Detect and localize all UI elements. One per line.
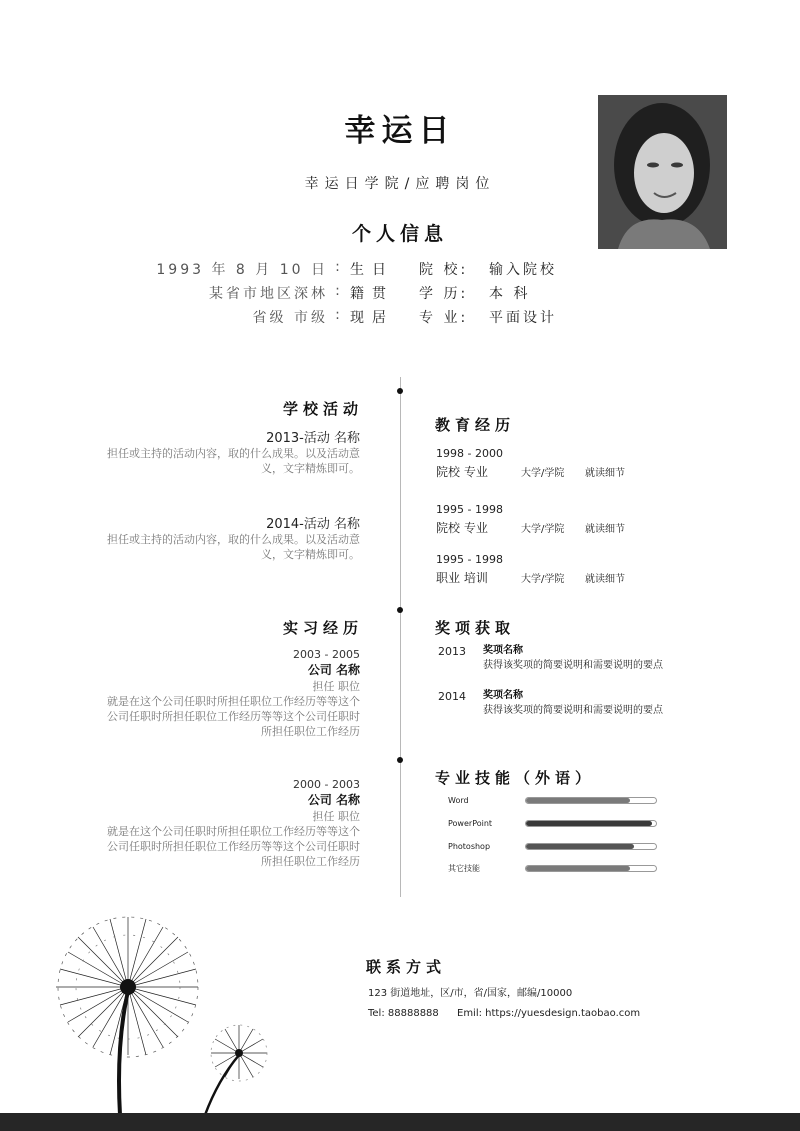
award-desc: 获得该奖项的简要说明和需要说明的要点: [483, 660, 663, 671]
separator: :: [335, 259, 343, 275]
skill-label: 其它技能: [448, 863, 480, 873]
contact-phone: Tel: 88888888: [368, 1008, 439, 1019]
degree-value: 本 科: [489, 286, 531, 302]
residence-label: 现居: [350, 310, 394, 326]
origin-label: 籍贯: [350, 286, 394, 302]
candidate-subtitle: 幸运日学院/应聘岗位: [304, 176, 496, 192]
skills-title: 专业技能（外语）: [435, 769, 596, 787]
award-year: 2014: [438, 690, 466, 703]
skill-bar-fill: [526, 798, 630, 803]
education-school: 大学/学院: [521, 574, 565, 585]
timeline-dot: [397, 757, 403, 763]
school-label: 院 校:: [419, 262, 469, 278]
info-row-origin: [150, 283, 400, 307]
education-school: 大学/学院: [521, 524, 565, 535]
education-date: 1998 - 2000: [436, 447, 503, 460]
award-desc: 获得该奖项的简要说明和需要说明的要点: [483, 705, 663, 716]
info-row-birthday: [150, 259, 400, 283]
major-value: 平面设计: [489, 310, 557, 326]
contact-title: 联系方式: [366, 958, 447, 976]
internship-title: 实习经历: [282, 619, 363, 637]
personal-info-title: 个人信息: [351, 223, 448, 245]
portrait-photo: [598, 95, 727, 249]
major-label: 专 业:: [419, 310, 469, 326]
birthday-value: 1993 年 8 月 10 日: [156, 262, 328, 278]
education-detail: 就读细节: [585, 468, 625, 479]
job-item: [100, 648, 360, 739]
job-desc: 就是在这个公司任职时所担任职位工作经历等等这个公司任职时所担任职位工作经历等等这个公司任职时所担任职位工作经历: [107, 695, 360, 738]
skill-bar: [525, 865, 657, 872]
education-detail: 就读细节: [585, 574, 625, 585]
job-date: 2000 - 2003: [293, 778, 360, 791]
personal-info-left: [150, 259, 400, 331]
skill-row-photoshop: [448, 839, 658, 853]
job-item: [100, 779, 360, 869]
education-date: 1995 - 1998: [436, 503, 503, 516]
skill-bar-fill: [526, 844, 634, 849]
residence-value: 省级 市级: [252, 310, 328, 326]
award-year: 2013: [438, 645, 466, 658]
skill-row-other: [448, 861, 658, 875]
separator: :: [335, 283, 343, 299]
info-row-school: [419, 259, 619, 283]
activity-desc: 担任或主持的活动内容，取的什么成果。以及活动意义，文字精炼即可。: [107, 447, 360, 475]
job-role: 担任 职位: [312, 810, 360, 823]
education-item: [436, 553, 625, 586]
education-major: 院校 专业: [436, 521, 488, 535]
education-major: 院校 专业: [436, 465, 488, 479]
skill-bar: [525, 843, 657, 850]
award-name: 奖项名称: [483, 645, 523, 656]
birthday-label: 生日: [350, 262, 394, 278]
skill-label: Photoshop: [448, 841, 491, 851]
activity-desc: 担任或主持的活动内容，取的什么成果。以及活动意义，文字精炼即可。: [107, 533, 360, 561]
job-date: 2003 - 2005: [293, 648, 360, 661]
timeline-divider: [400, 377, 401, 897]
award-name: 奖项名称: [483, 690, 523, 701]
timeline-dot: [397, 607, 403, 613]
separator: :: [335, 307, 343, 323]
skill-label: Word: [448, 795, 469, 805]
education-item: [436, 503, 625, 536]
degree-label: 学 历:: [419, 286, 469, 302]
info-row-residence: [150, 307, 400, 331]
candidate-name: 幸运日: [344, 113, 456, 149]
origin-value: 某省市地区深林: [209, 286, 328, 302]
activity-title: 2013-活动 名称: [266, 431, 360, 446]
skill-label: PowerPoint: [448, 818, 493, 828]
skill-bar-fill: [526, 866, 630, 871]
job-desc: 就是在这个公司任职时所担任职位工作经历等等这个公司任职时所担任职位工作经历等等这个公司任职时所担任职位工作经历: [107, 825, 360, 868]
portrait-image-icon: [598, 95, 727, 249]
contact-address: 123 街道地址，区/市，省/国家，邮编/10000: [368, 988, 573, 999]
award-item: [438, 686, 663, 716]
school-activities-title: 学校活动: [282, 400, 363, 418]
activity-item: [98, 427, 360, 476]
personal-info-right: [419, 259, 619, 331]
education-date: 1995 - 1998: [436, 553, 503, 566]
info-row-major: [419, 307, 619, 331]
footer-bar: [0, 1113, 800, 1131]
info-row-degree: [419, 283, 619, 307]
skill-bar: [525, 820, 657, 827]
education-school: 大学/学院: [521, 468, 565, 479]
award-item: [438, 641, 663, 671]
activity-title: 2014-活动 名称: [266, 517, 360, 532]
job-company: 公司 名称: [307, 663, 360, 677]
contact-email[interactable]: Emil: https://yuesdesign.taobao.com: [457, 1008, 641, 1019]
education-item: [436, 447, 625, 480]
job-role: 担任 职位: [312, 680, 360, 693]
activity-item: [98, 513, 360, 562]
skill-bar: [525, 797, 657, 804]
awards-title: 奖项获取: [435, 619, 516, 637]
timeline-dot: [397, 388, 403, 394]
skill-bar-fill: [526, 821, 652, 826]
education-title: 教育经历: [435, 416, 516, 434]
education-major: 职业 培训: [436, 571, 488, 585]
skill-row-powerpoint: [448, 816, 658, 830]
job-company: 公司 名称: [307, 793, 360, 807]
skill-row-word: [448, 793, 658, 807]
school-value: 输入院校: [489, 262, 557, 278]
dandelion-illustration-icon: [40, 905, 280, 1115]
education-detail: 就读细节: [585, 524, 625, 535]
